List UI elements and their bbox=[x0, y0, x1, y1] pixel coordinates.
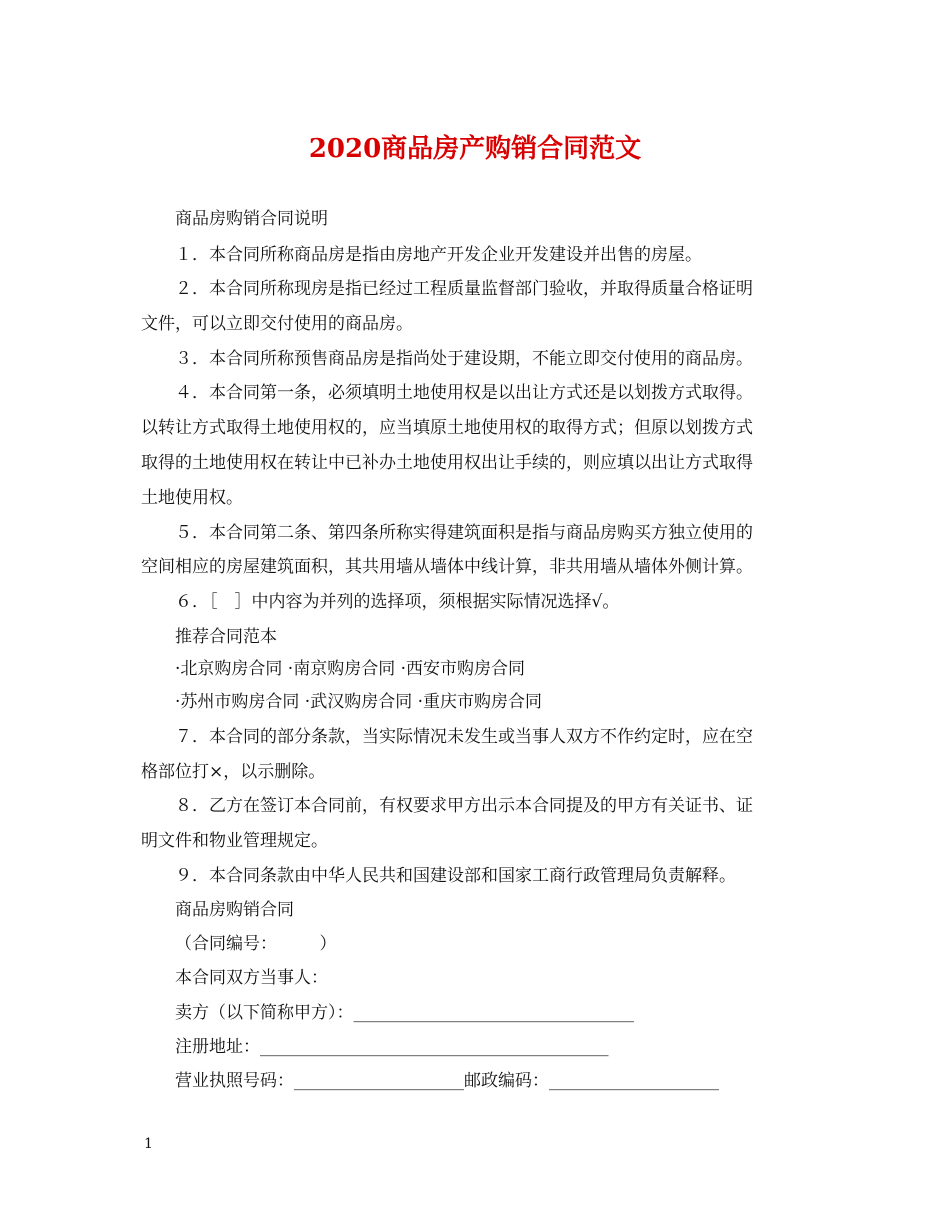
text-line: ·北京购房合同 ·南京购房合同 ·西安市购房合同 bbox=[175, 659, 526, 679]
page-number: 1 bbox=[144, 1136, 153, 1152]
text-line: 文件，可以立即交付使用的商品房。 bbox=[141, 314, 413, 334]
text-line: 卖方（以下简称甲方）：_________________________________ bbox=[175, 1003, 634, 1023]
text-line: ９．本合同条款由中华人民共和国建设部和国家工商行政管理局负责解释。 bbox=[175, 866, 736, 886]
text-line: 营业执照号码：____________________邮政编码：____________________ bbox=[175, 1071, 719, 1091]
text-line: 土地使用权。 bbox=[141, 488, 243, 508]
text-line: 商品房购销合同 bbox=[175, 900, 294, 920]
text-line: ５．本合同第二条、第四条所称实得建筑面积是指与商品房购买方独立使用的 bbox=[175, 523, 753, 543]
text-line: （合同编号： ） bbox=[175, 934, 337, 954]
text-line: ８．乙方在签订本合同前，有权要求甲方出示本合同提及的甲方有关证书、证 bbox=[175, 796, 753, 816]
text-line: 以转让方式取得土地使用权的，应当填原土地使用权的取得方式；但原以划拨方式 bbox=[141, 418, 753, 438]
text-line: 取得的土地使用权在转让中已补办土地使用权出让手续的，则应填以出让方式取得 bbox=[141, 453, 753, 473]
text-line: ２．本合同所称现房是指已经过工程质量监督部门验收，并取得质量合格证明 bbox=[175, 279, 753, 299]
text-line: 格部位打×，以示删除。 bbox=[141, 762, 326, 782]
text-line: 本合同双方当事人： bbox=[175, 968, 328, 988]
document-title: 2020商品房产购销合同范文 bbox=[308, 134, 642, 164]
text-line: ６．［ ］中内容为并列的选择项，须根据实际情况选择√。 bbox=[175, 592, 620, 612]
text-line: 空间相应的房屋建筑面积，其共用墙从墙体中线计算，非共用墙从墙体外侧计算。 bbox=[141, 557, 753, 577]
text-line: ７．本合同的部分条款，当实际情况未发生或当事人双方不作约定时，应在空 bbox=[175, 727, 753, 747]
text-line: ３．本合同所称预售商品房是指尚处于建设期，不能立即交付使用的商品房。 bbox=[175, 349, 753, 369]
text-line: ·苏州市购房合同 ·武汉购房合同 ·重庆市购房合同 bbox=[175, 692, 543, 712]
text-line: 注册地址：_________________________________________ bbox=[175, 1037, 609, 1057]
text-line: 明文件和物业管理规定。 bbox=[141, 831, 328, 851]
text-line: 推荐合同范本 bbox=[175, 627, 277, 647]
text-line: １．本合同所称商品房是指由房地产开发企业开发建设并出售的房屋。 bbox=[175, 245, 702, 265]
text-line: 商品房购销合同说明 bbox=[175, 209, 328, 229]
text-line: ４．本合同第一条，必须填明土地使用权是以出让方式还是以划拨方式取得。 bbox=[175, 383, 753, 403]
